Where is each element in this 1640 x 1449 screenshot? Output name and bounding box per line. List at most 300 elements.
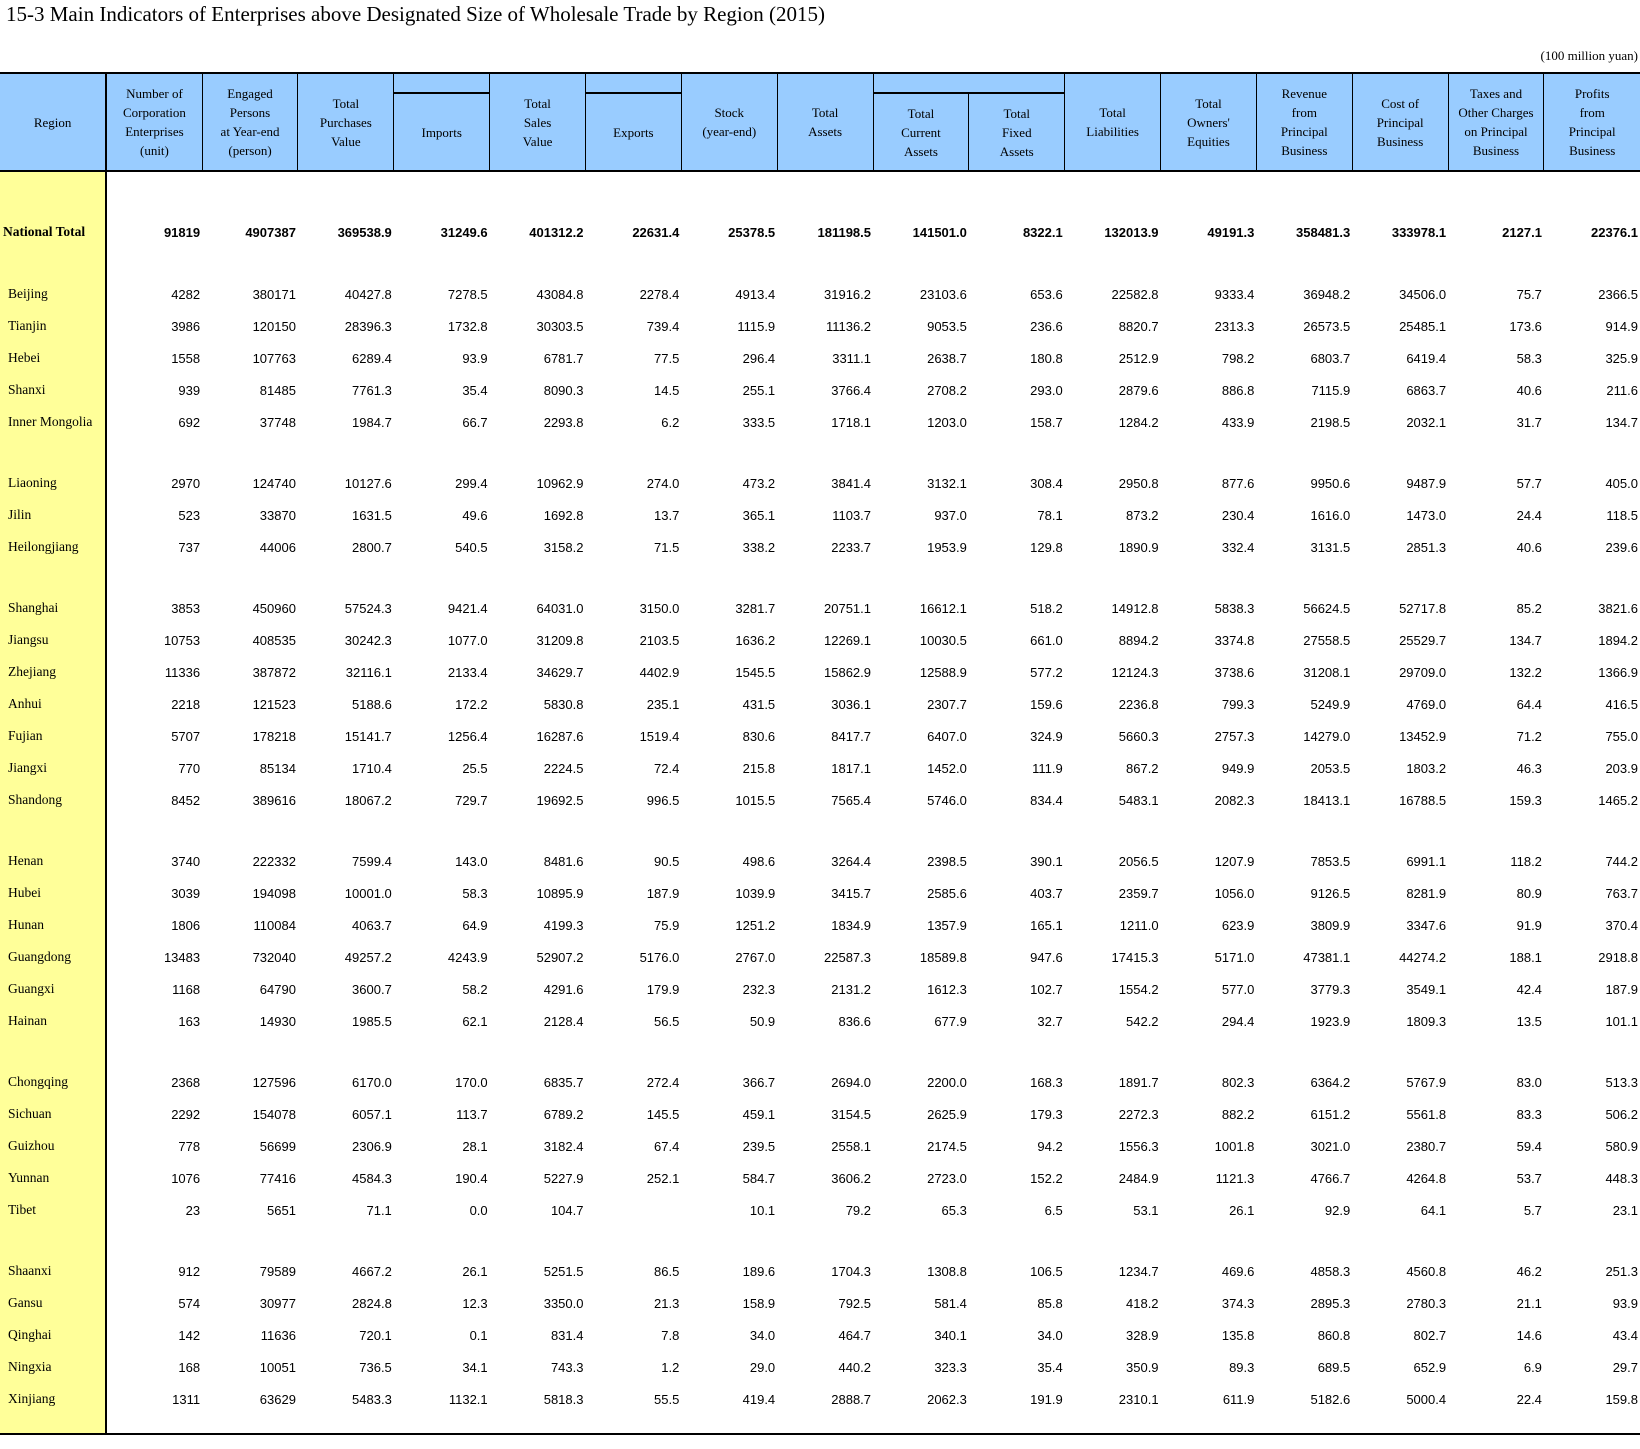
value-cell: 1452.0 — [927, 760, 967, 776]
value-cell: 1718.1 — [831, 414, 872, 430]
header-region: Region — [0, 73, 106, 171]
value-cell: 9126.5 — [1310, 885, 1351, 901]
header-enterprises — [106, 73, 202, 171]
header-assets — [777, 73, 873, 171]
empty-cell — [106, 171, 202, 215]
value-cell: 914.9 — [1605, 318, 1638, 334]
empty-cell — [681, 1037, 777, 1066]
value-cell: 2694.0 — [831, 1074, 872, 1090]
value-cell: 145.5 — [646, 1106, 680, 1122]
header-revenue — [1256, 73, 1352, 171]
empty-cell — [969, 563, 1065, 592]
header-line: Value — [331, 133, 361, 149]
value-cell: 744.2 — [1605, 853, 1638, 869]
empty-cell — [1161, 816, 1257, 845]
header-equities — [1161, 73, 1257, 171]
value-cell: 1121.3 — [1215, 1170, 1255, 1186]
empty-cell — [106, 1226, 202, 1255]
value-cell: 580.9 — [1605, 1138, 1638, 1154]
empty-cell — [298, 1415, 394, 1434]
empty-cell — [1544, 249, 1640, 278]
value-cell: 860.8 — [1317, 1327, 1351, 1343]
value-cell: 75.7 — [1516, 286, 1542, 302]
spacer-row — [0, 816, 1640, 845]
value-cell: 4667.2 — [352, 1263, 392, 1279]
empty-cell — [490, 1226, 586, 1255]
empty-cell — [490, 249, 586, 278]
header-stock — [681, 73, 777, 171]
header-line: Total — [524, 95, 551, 111]
value-cell: 2233.7 — [831, 539, 872, 555]
header-line: Number of — [126, 86, 183, 101]
value-cell: 581.4 — [934, 1295, 967, 1311]
value-cell: 3841.4 — [831, 475, 872, 491]
value-cell: 947.6 — [1030, 949, 1063, 965]
value-cell: 513.3 — [1605, 1074, 1638, 1090]
value-cell: 47381.1 — [1303, 949, 1351, 965]
header-current-assets — [873, 93, 969, 171]
value-cell: 3347.6 — [1406, 917, 1447, 933]
empty-cell — [681, 1226, 777, 1255]
value-cell: 18067.2 — [344, 792, 392, 808]
value-cell: 4858.3 — [1310, 1263, 1351, 1279]
value-cell: 6789.2 — [543, 1106, 584, 1122]
empty-cell — [969, 171, 1065, 215]
region-name: Tianjin — [0, 310, 106, 342]
table-row — [0, 973, 1640, 1005]
value-cell: 418.2 — [1126, 1295, 1159, 1311]
value-cell: 1001.8 — [1214, 1138, 1255, 1154]
value-cell: 8322.1 — [1022, 224, 1063, 240]
value-cell: 10895.9 — [536, 885, 584, 901]
empty-cell — [106, 816, 202, 845]
region-name: Gansu — [0, 1287, 106, 1319]
value-cell: 4907387 — [245, 224, 296, 240]
header-line: Other Charges — [1458, 105, 1534, 120]
value-cell: 584.7 — [742, 1170, 776, 1186]
value-cell: 235.1 — [646, 696, 680, 712]
header-line: Corporation — [123, 105, 186, 120]
value-cell: 8281.9 — [1406, 885, 1447, 901]
value-cell: 2062.3 — [927, 1391, 967, 1407]
region-name: National Total — [0, 215, 106, 249]
value-cell: 90.5 — [654, 853, 680, 869]
value-cell: 403.7 — [1030, 885, 1063, 901]
empty-cell — [490, 1037, 586, 1066]
empty-cell — [394, 563, 490, 592]
value-cell: 4402.9 — [639, 664, 680, 680]
value-cell: 85134 — [259, 760, 296, 776]
empty-cell — [1352, 1037, 1448, 1066]
value-cell: 141501.0 — [912, 224, 967, 240]
value-cell: 5818.3 — [543, 1391, 584, 1407]
empty-cell — [394, 816, 490, 845]
value-cell: 11136.2 — [825, 318, 872, 334]
region-name: Chongqing — [0, 1066, 106, 1098]
value-cell: 124740 — [252, 475, 296, 491]
spacer-row — [0, 1037, 1640, 1066]
empty-cell — [298, 1037, 394, 1066]
value-cell: 211.6 — [1606, 382, 1638, 398]
value-cell: 154078 — [252, 1106, 296, 1122]
region-cell — [0, 1037, 106, 1066]
empty-cell — [873, 1226, 969, 1255]
value-cell: 358481.3 — [1296, 224, 1351, 240]
region-name: Heilongjiang — [0, 531, 106, 563]
value-cell: 1545.5 — [735, 664, 776, 680]
value-cell: 3036.1 — [831, 696, 872, 712]
value-cell: 419.4 — [742, 1391, 776, 1407]
header-line: Assets — [903, 143, 938, 159]
value-cell: 83.0 — [1516, 1074, 1542, 1090]
empty-cell — [873, 1415, 969, 1434]
header-line: Total — [332, 95, 360, 111]
value-cell: 387872 — [252, 664, 296, 680]
header-sales — [490, 73, 586, 171]
empty-cell — [106, 563, 202, 592]
value-cell: 834.4 — [1030, 792, 1063, 808]
value-cell: 106.5 — [1030, 1263, 1063, 1279]
value-cell: 22.4 — [1516, 1391, 1542, 1407]
value-cell: 1519.4 — [639, 728, 680, 744]
value-cell: 830.6 — [742, 728, 776, 744]
empty-cell — [1065, 563, 1161, 592]
value-cell: 21.3 — [654, 1295, 680, 1311]
value-cell: 6803.7 — [1310, 350, 1351, 366]
value-cell: 50.9 — [749, 1013, 776, 1029]
empty-cell — [298, 1226, 394, 1255]
value-cell: 2767.0 — [735, 949, 776, 965]
value-cell: 802.3 — [1221, 1074, 1255, 1090]
value-cell: 127596 — [252, 1074, 296, 1090]
header-imports-spacer — [394, 73, 490, 93]
value-cell: 101.1 — [1605, 1013, 1638, 1029]
empty-cell — [873, 816, 969, 845]
header-line: Fixed — [1001, 124, 1032, 140]
value-cell: 2056.5 — [1118, 853, 1159, 869]
value-cell: 30303.5 — [536, 318, 584, 334]
empty-cell — [298, 816, 394, 845]
value-cell: 56699 — [259, 1138, 296, 1154]
empty-cell — [1161, 1415, 1257, 1434]
value-cell: 94.2 — [1037, 1138, 1063, 1154]
header-line: at Year-end — [220, 124, 280, 139]
value-cell: 15862.9 — [824, 664, 872, 680]
header-line: Current — [901, 124, 941, 140]
empty-cell — [1448, 249, 1544, 278]
header-line: Enterprises — [125, 124, 184, 139]
value-cell: 83.3 — [1516, 1106, 1542, 1122]
empty-cell — [1256, 1226, 1352, 1255]
value-cell: 93.9 — [462, 350, 488, 366]
value-cell: 81485 — [259, 382, 296, 398]
table-row — [0, 1098, 1640, 1130]
value-cell: 370.4 — [1605, 917, 1638, 933]
value-cell: 31249.6 — [440, 224, 488, 240]
value-cell: 3021.0 — [1310, 1138, 1351, 1154]
table-header — [0, 73, 1640, 171]
value-cell: 333978.1 — [1391, 224, 1447, 240]
value-cell: 8820.7 — [1118, 318, 1159, 334]
value-cell: 390.1 — [1030, 853, 1063, 869]
value-cell: 5838.3 — [1214, 600, 1255, 616]
empty-cell — [1544, 171, 1640, 215]
value-cell: 3374.8 — [1214, 632, 1255, 648]
empty-cell — [1352, 438, 1448, 467]
value-cell: 4913.4 — [735, 286, 776, 302]
value-cell: 10127.6 — [344, 475, 392, 491]
value-cell: 43.4 — [1612, 1327, 1638, 1343]
value-cell: 1251.2 — [735, 917, 776, 933]
value-cell: 365.1 — [742, 507, 776, 523]
header-profits — [1544, 73, 1640, 171]
value-cell: 22587.3 — [824, 949, 872, 965]
empty-cell — [1544, 1415, 1640, 1434]
header-line: Stock — [714, 105, 745, 120]
empty-cell — [1065, 249, 1161, 278]
empty-cell — [1352, 1226, 1448, 1255]
table-row — [0, 1287, 1640, 1319]
empty-cell — [490, 1415, 586, 1434]
value-cell: 85.2 — [1516, 600, 1542, 616]
value-cell: 802.7 — [1413, 1327, 1447, 1343]
value-cell: 1357.9 — [927, 917, 967, 933]
empty-cell — [777, 438, 873, 467]
value-cell: 78.1 — [1037, 507, 1063, 523]
value-cell: 3350.0 — [543, 1295, 584, 1311]
value-cell: 40427.8 — [344, 286, 392, 302]
value-cell: 6289.4 — [352, 350, 392, 366]
empty-cell — [585, 1415, 681, 1434]
value-cell: 6419.4 — [1406, 350, 1447, 366]
table-row — [0, 310, 1640, 342]
value-cell: 2638.7 — [927, 350, 967, 366]
value-cell: 653.6 — [1030, 286, 1063, 302]
empty-cell — [1161, 1037, 1257, 1066]
header-line: Liabilities — [1086, 124, 1139, 139]
value-cell: 9053.5 — [927, 318, 967, 334]
header-line: Sales — [523, 114, 552, 130]
region-name: Tibet — [0, 1194, 106, 1226]
value-cell: 5651 — [267, 1202, 296, 1218]
value-cell: 323.3 — [934, 1359, 967, 1375]
value-cell: 450960 — [252, 600, 296, 616]
value-cell: 611.9 — [1222, 1391, 1255, 1407]
header-fixed-assets — [969, 93, 1065, 171]
value-cell: 1984.7 — [352, 414, 392, 430]
value-cell: 6407.0 — [927, 728, 967, 744]
value-cell: 873.2 — [1126, 507, 1159, 523]
value-cell: 3132.1 — [927, 475, 967, 491]
value-cell: 49191.3 — [1207, 224, 1255, 240]
value-cell: 189.6 — [742, 1263, 776, 1279]
value-cell: 3821.6 — [1598, 600, 1638, 616]
value-cell: 34506.0 — [1399, 286, 1447, 302]
empty-cell — [1065, 438, 1161, 467]
empty-cell — [777, 249, 873, 278]
value-cell: 62.1 — [462, 1013, 488, 1029]
value-cell: 333.5 — [742, 414, 776, 430]
value-cell: 299.4 — [455, 475, 488, 491]
value-cell: 71.1 — [366, 1202, 392, 1218]
value-cell: 1308.8 — [927, 1263, 967, 1279]
value-cell: 121523 — [252, 696, 296, 712]
value-cell: 4766.7 — [1310, 1170, 1351, 1186]
value-cell: 5188.6 — [352, 696, 392, 712]
region-name: Fujian — [0, 720, 106, 752]
value-cell: 2200.0 — [927, 1074, 967, 1090]
table-row — [0, 467, 1640, 499]
value-cell: 134.7 — [1605, 414, 1638, 430]
header-line: Business — [1569, 143, 1616, 158]
region-name: Jilin — [0, 499, 106, 531]
value-cell: 7761.3 — [352, 382, 392, 398]
value-cell: 1056.0 — [1214, 885, 1255, 901]
value-cell: 89.3 — [1229, 1359, 1255, 1375]
value-cell: 3606.2 — [831, 1170, 872, 1186]
empty-cell — [1161, 249, 1257, 278]
empty-cell — [777, 1226, 873, 1255]
value-cell: 2103.5 — [639, 632, 680, 648]
value-cell: 43084.8 — [536, 286, 584, 302]
empty-cell — [585, 1226, 681, 1255]
value-cell: 689.5 — [1317, 1359, 1351, 1375]
indicators-table — [0, 72, 1640, 1435]
value-cell: 37748 — [259, 414, 296, 430]
value-cell: 10962.9 — [536, 475, 584, 491]
region-cell — [0, 171, 106, 215]
value-cell: 2780.3 — [1406, 1295, 1447, 1311]
value-cell: 3766.4 — [831, 382, 872, 398]
empty-cell — [681, 438, 777, 467]
empty-cell — [585, 438, 681, 467]
value-cell: 32116.1 — [345, 664, 392, 680]
value-cell: 3853 — [171, 600, 201, 616]
empty-cell — [873, 563, 969, 592]
value-cell: 770 — [178, 760, 201, 776]
value-cell: 433.9 — [1221, 414, 1255, 430]
table-row — [0, 909, 1640, 941]
value-cell: 2484.9 — [1118, 1170, 1159, 1186]
value-cell: 1234.7 — [1118, 1263, 1159, 1279]
empty-cell — [394, 171, 490, 215]
region-name: Shanxi — [0, 374, 106, 406]
region-cell — [0, 563, 106, 592]
value-cell: 1015.5 — [735, 792, 776, 808]
region-name: Guangdong — [0, 941, 106, 973]
value-cell: 792.5 — [838, 1295, 872, 1311]
empty-cell — [106, 438, 202, 467]
header-line: (person) — [228, 143, 272, 158]
value-cell: 949.9 — [1221, 760, 1255, 776]
empty-cell — [777, 816, 873, 845]
value-cell: 2128.4 — [543, 1013, 584, 1029]
empty-cell — [1161, 563, 1257, 592]
value-cell: 14.6 — [1516, 1327, 1542, 1343]
unit-note: (100 million yuan) — [1540, 48, 1638, 63]
value-cell: 996.5 — [646, 792, 680, 808]
value-cell: 431.5 — [742, 696, 776, 712]
value-cell: 14279.0 — [1303, 728, 1351, 744]
region-name: Jiangsu — [0, 624, 106, 656]
empty-cell — [202, 1415, 298, 1434]
value-cell: 34.0 — [1037, 1327, 1063, 1343]
empty-cell — [681, 563, 777, 592]
table-row — [0, 1383, 1640, 1415]
value-cell: 3039 — [171, 885, 201, 901]
table-row — [0, 877, 1640, 909]
value-cell: 308.4 — [1030, 475, 1063, 491]
value-cell: 692 — [178, 414, 201, 430]
header-exports-spacer — [585, 73, 681, 93]
value-cell: 2174.5 — [927, 1138, 967, 1154]
region-name: Sichuan — [0, 1098, 106, 1130]
value-cell: 293.0 — [1030, 382, 1063, 398]
value-cell: 2082.3 — [1214, 792, 1255, 808]
value-cell: 14912.8 — [1111, 600, 1159, 616]
value-cell: 1207.9 — [1214, 853, 1255, 869]
value-cell: 1809.3 — [1406, 1013, 1447, 1029]
value-cell: 194098 — [252, 885, 296, 901]
value-cell: 64.9 — [462, 917, 488, 933]
value-cell: 464.7 — [838, 1327, 872, 1343]
value-cell: 2366.5 — [1598, 286, 1638, 302]
value-cell: 1806 — [171, 917, 201, 933]
value-cell: 18589.8 — [919, 949, 967, 965]
value-cell: 518.2 — [1030, 600, 1063, 616]
value-cell: 22376.1 — [1591, 224, 1638, 240]
header-line: Value — [522, 133, 553, 149]
value-cell: 1985.5 — [352, 1013, 392, 1029]
value-cell: 3182.4 — [543, 1138, 584, 1154]
value-cell: 58.3 — [462, 885, 488, 901]
value-cell: 190.4 — [455, 1170, 488, 1186]
value-cell: 102.7 — [1030, 981, 1063, 997]
empty-cell — [969, 438, 1065, 467]
value-cell: 1203.0 — [927, 414, 967, 430]
value-cell: 1803.2 — [1406, 760, 1447, 776]
value-cell: 4560.8 — [1406, 1263, 1447, 1279]
header-line: Total — [811, 105, 839, 120]
region-name: Shaanxi — [0, 1255, 106, 1287]
value-cell: 324.9 — [1030, 728, 1063, 744]
region-name: Hubei — [0, 877, 106, 909]
spacer-row — [0, 171, 1640, 215]
header-line: (unit) — [139, 143, 169, 158]
value-cell: 374.3 — [1221, 1295, 1255, 1311]
value-cell: 2918.8 — [1598, 949, 1638, 965]
value-cell: 91.9 — [1516, 917, 1542, 933]
region-name: Xinjiang — [0, 1383, 106, 1415]
value-cell: 2723.0 — [927, 1170, 967, 1186]
value-cell: 623.9 — [1221, 917, 1255, 933]
value-cell: 6863.7 — [1406, 382, 1447, 398]
value-cell: 15141.7 — [344, 728, 392, 744]
value-cell: 577.0 — [1221, 981, 1255, 997]
header-line: (year-end) — [702, 124, 757, 139]
value-cell: 64790 — [259, 981, 296, 997]
value-cell: 2757.3 — [1214, 728, 1255, 744]
header-line: Cost of — [1381, 95, 1420, 111]
value-cell: 1366.9 — [1598, 664, 1638, 680]
value-cell: 79589 — [259, 1263, 296, 1279]
value-cell: 77.5 — [654, 350, 680, 366]
value-cell: 3311.1 — [832, 350, 872, 366]
value-cell: 8090.3 — [543, 382, 584, 398]
value-cell: 191.9 — [1030, 1391, 1063, 1407]
value-cell: 239.6 — [1605, 539, 1638, 555]
empty-cell — [1544, 438, 1640, 467]
